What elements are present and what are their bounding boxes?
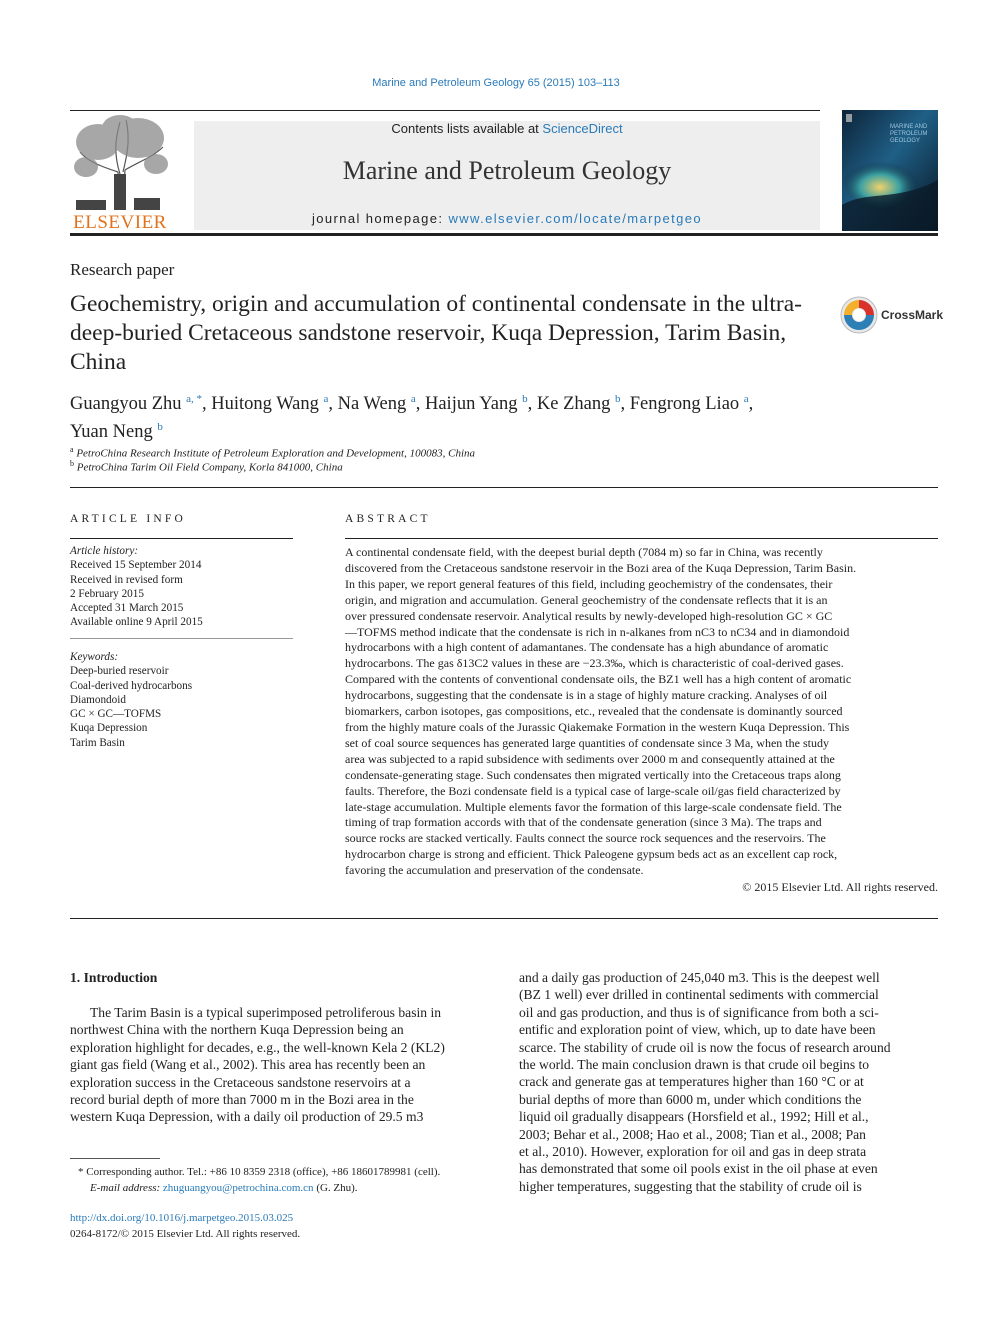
elsevier-logo bbox=[68, 112, 172, 232]
history-item: Received in revised form bbox=[70, 573, 183, 586]
header-top-rule bbox=[70, 110, 820, 111]
keyword: Coal-derived hydrocarbons bbox=[70, 679, 193, 692]
body-line: scarce. The stability of crude oil is now the focus of research around bbox=[519, 1039, 891, 1055]
abstract-heading: ABSTRACT bbox=[345, 513, 431, 525]
body-line: burial depths of more than 6000 m, under which conditions the bbox=[519, 1091, 862, 1107]
history-item: Received 15 September 2014 bbox=[70, 559, 202, 572]
body-line: northwest China with the northern Kuqa Depression being an bbox=[70, 1022, 404, 1038]
contents-prefix: Contents lists available at bbox=[391, 121, 543, 136]
abstract-line: hydrocarbons, suggesting that the condensate is in a stage of highly mature cracking. Analyses of oil bbox=[345, 688, 828, 703]
abstract-line: In this paper, we report general features of this field, including geochemistry of the condensates, their bbox=[345, 576, 833, 591]
abstract-body bbox=[345, 545, 938, 879]
homepage-line bbox=[194, 211, 820, 226]
body-line: liquid oil gradually disappears (Horsfield et al., 1992; Hill et al., bbox=[519, 1109, 869, 1125]
abstract-line: from the highly mature coals of the Jurassic Qiakemake Formation in the western Kuqa Depression. This bbox=[345, 719, 850, 734]
body-line: The Tarim Basin is a typical superimposed petroliferous basin in bbox=[90, 1005, 442, 1020]
body-line: entific and exploration point of view, which, up to date have been bbox=[519, 1022, 876, 1038]
email-link[interactable]: zhuguangyou@petrochina.com.cn bbox=[162, 1181, 314, 1194]
history-label: Article history: bbox=[70, 545, 139, 557]
sciencedirect-link[interactable]: ScienceDirect bbox=[542, 121, 623, 136]
corresponding-author: * Corresponding author. Tel.: +86 10 8359 2318 (office), +86 18601789981 (cell). bbox=[78, 1166, 441, 1178]
email-label: E-mail address: bbox=[90, 1181, 163, 1194]
divider bbox=[70, 487, 938, 488]
keywords-rule bbox=[70, 638, 293, 639]
body-line: western Kuqa Depression, with a daily oil production of 29.5 m3 bbox=[70, 1109, 424, 1125]
abstract-line: origin, and migration and accumulation. General geochemistry of the condensate reflects that it is an bbox=[345, 592, 828, 607]
keyword: Deep-buried reservoir bbox=[70, 665, 169, 678]
doi-block bbox=[70, 1211, 300, 1242]
author[interactable]: Ke Zhang $^b$ bbox=[536, 393, 621, 415]
intro-right-column bbox=[519, 969, 938, 1195]
body-line: record burial depth of more than 7000 m in the Bozi area in the bbox=[70, 1092, 414, 1108]
abstract-line: faults. Therefore, the Bozi condensate field is a typical case of large-scale oil/gas field characterized by bbox=[345, 783, 841, 798]
body-line: exploration highlight for decades, e.g., the well-known Kela 2 (KL2) bbox=[70, 1039, 445, 1055]
doi-link[interactable]: http://dx.doi.org/10.1016/j.marpetgeo.2015.03.025 bbox=[70, 1212, 294, 1224]
crossmark-icon bbox=[840, 296, 878, 334]
keywords bbox=[70, 650, 293, 750]
author-list: Guangyou Zhu $^{a, *}$, Huitong Wang $^a$, Na Weng $^a$, Haijun Yang $^b$, Ke Zhang $^b$, Fengrong Liao $^a$, Yuan Neng $^b$ bbox=[70, 393, 754, 443]
article-info-rule bbox=[70, 538, 293, 539]
abstract-line: set of coal source sequences has generated large quantities of condensate since 3 Ma, when the study bbox=[345, 735, 829, 750]
elsevier-wordmark: ELSEVIER bbox=[73, 212, 167, 233]
intro-left-column bbox=[70, 1004, 490, 1126]
body-line: the world. The main conclusion drawn is that crude oil begins to bbox=[519, 1057, 870, 1073]
history-item: Accepted 31 March 2015 bbox=[70, 602, 184, 615]
article-history bbox=[70, 544, 293, 630]
abstract-line: —TOFMS method indicate that the condensate is rich in n-alkanes from nC3 to nC34 and in diamondoid bbox=[345, 624, 850, 639]
article-title: Geochemistry, origin and accumulation of continental condensate in the ultra-deep-buried Cretaceous sandstone reservoir, Kuqa Depression, Tarim Basin, China bbox=[70, 291, 802, 375]
affiliation: $^b$ PetroChina Tarim Oil Field Company, Korla 841000, China bbox=[70, 459, 343, 474]
homepage-link[interactable]: www.elsevier.com/locate/marpetgeo bbox=[448, 211, 703, 226]
body-line: et al., 2010). However, exploration for oil and gas in deep strata bbox=[519, 1144, 867, 1160]
author[interactable]: Huitong Wang $^a$ bbox=[211, 393, 329, 415]
abstract-line: timing of trap formation accords with that of the condensate generation (since 3 Ma). The traps and bbox=[345, 815, 822, 830]
author[interactable]: Yuan Neng $^b$ bbox=[70, 421, 163, 443]
author[interactable]: Haijun Yang $^b$ bbox=[424, 393, 528, 415]
issn-line: 0264-8172/© 2015 Elsevier Ltd. All rights reserved. bbox=[70, 1227, 301, 1240]
journal-title: Marine and Petroleum Geology bbox=[342, 156, 672, 185]
homepage-prefix: journal homepage: bbox=[311, 211, 449, 226]
history-item: Available online 9 April 2015 bbox=[70, 616, 203, 629]
elsevier-tree-icon bbox=[68, 112, 172, 212]
body-line: exploration success in the Cretaceous sandstone reservoirs at a bbox=[70, 1074, 411, 1090]
contents-line bbox=[194, 121, 820, 136]
footnote bbox=[70, 1165, 490, 1196]
abstract-line: discovered from the Cretaceous sandstone reservoir in the Bozi area of the Kuqa Depression, Tarim Basin. bbox=[345, 560, 857, 575]
email-line bbox=[70, 1181, 490, 1197]
keyword: GC × GC—TOFMS bbox=[70, 708, 162, 721]
body-line: crack and generate gas at temperatures higher than 160 °C or at bbox=[519, 1074, 864, 1090]
body-line: giant gas field (Wang et al., 2002). This area has recently been an bbox=[70, 1057, 426, 1073]
keyword: Tarim Basin bbox=[70, 736, 125, 749]
author[interactable]: Fengrong Liao $^a$ bbox=[629, 393, 749, 415]
header-bottom-rule bbox=[70, 233, 938, 236]
keyword: Diamondoid bbox=[70, 693, 126, 706]
section-heading: 1. Introduction bbox=[70, 970, 158, 985]
cover-title: MARINE AND PETROLEUM GEOLOGY bbox=[890, 124, 928, 144]
body-line: has demonstrated that some oil pools exist in the oil phase at even bbox=[519, 1161, 878, 1177]
abstract-line: A continental condensate field, with the deepest burial depth (7084 m) so far in China, was recently bbox=[345, 545, 823, 559]
abstract-line: area was subjected to a rapid subsidence with sediments over 2000 m and consequently attained at the bbox=[345, 751, 835, 766]
crossmark-badge[interactable] bbox=[840, 296, 944, 336]
body-line: and a daily gas production of 245,040 m3. This is the deepest well bbox=[519, 970, 880, 985]
article-info-heading: ARTICLE INFO bbox=[70, 513, 186, 525]
keyword: Kuqa Depression bbox=[70, 722, 148, 735]
abstract-line: Compared with the contents of conventional condensate oils, the BZ1 well has a high content of aromatic bbox=[345, 672, 852, 687]
body-line: 2003; Behar et al., 2008; Hao et al., 2008; Tian et al., 2008; Pan bbox=[519, 1126, 866, 1142]
abstract-line: over pressured condensate reservoir. Analytical results by newly-developed high-resolution GC × GC bbox=[345, 608, 833, 623]
affiliation: $^a$ PetroChina Research Institute of Petroleum Exploration and Development, 100083, China bbox=[70, 445, 475, 460]
abstract-line: source rocks are stacked vertically. Faults connect the source rock sequences and the reservoirs. The bbox=[345, 831, 826, 846]
body-line: oil and gas production, and thus is of significance from both a sci- bbox=[519, 1004, 879, 1020]
abstract-line: hydrocarbons. The gas δ13C2 values in these are −23.3‰, which is characteristic of coal-derived gases. bbox=[345, 656, 844, 671]
article-type: Research paper bbox=[70, 260, 175, 279]
footnote-rule bbox=[70, 1158, 160, 1159]
abstract-line: condensate-generating stage. Such condensates then migrated vertically into the Cretaceous traps along bbox=[345, 767, 841, 782]
journal-cover bbox=[842, 110, 938, 231]
journal-citation[interactable]: Marine and Petroleum Geology 65 (2015) 103–113 bbox=[372, 77, 620, 89]
abstract-line: biomarkers, carbon isotopes, gas compositions, etc., revealed that the condensate is dominantly sourced bbox=[345, 704, 843, 719]
email-suffix: (G. Zhu). bbox=[313, 1181, 358, 1194]
crossmark-label: CrossMark bbox=[881, 308, 944, 322]
abstract-rule bbox=[345, 538, 938, 539]
author[interactable]: Na Weng $^a$ bbox=[337, 393, 416, 415]
divider bbox=[70, 918, 938, 919]
history-item: 2 February 2015 bbox=[70, 587, 144, 600]
body-line: (BZ 1 well) ever drilled in continental sediments with commercial bbox=[519, 987, 879, 1003]
keywords-label: Keywords: bbox=[70, 651, 119, 663]
body-line: higher temperatures, suggesting that the stability of crude oil is bbox=[519, 1178, 862, 1194]
author[interactable]: Guangyou Zhu $^{a, *}$ bbox=[70, 393, 203, 415]
abstract-line: favoring the accumulation and preservation of the condensate. bbox=[345, 863, 644, 878]
abstract-line: hydrocarbons with a high content of adamantanes. The condensate has a high abundance of aromatic bbox=[345, 640, 829, 655]
copyright: © 2015 Elsevier Ltd. All rights reserved. bbox=[742, 880, 938, 894]
abstract-line: hydrocarbon charge is strong and efficient. Thick Paleogene gypsum beds act as an excellent cap rock, bbox=[345, 847, 838, 862]
abstract-line: late-stage accumulation. Multiple elements favor the formation of this large-scale condensate field. The bbox=[345, 799, 842, 814]
